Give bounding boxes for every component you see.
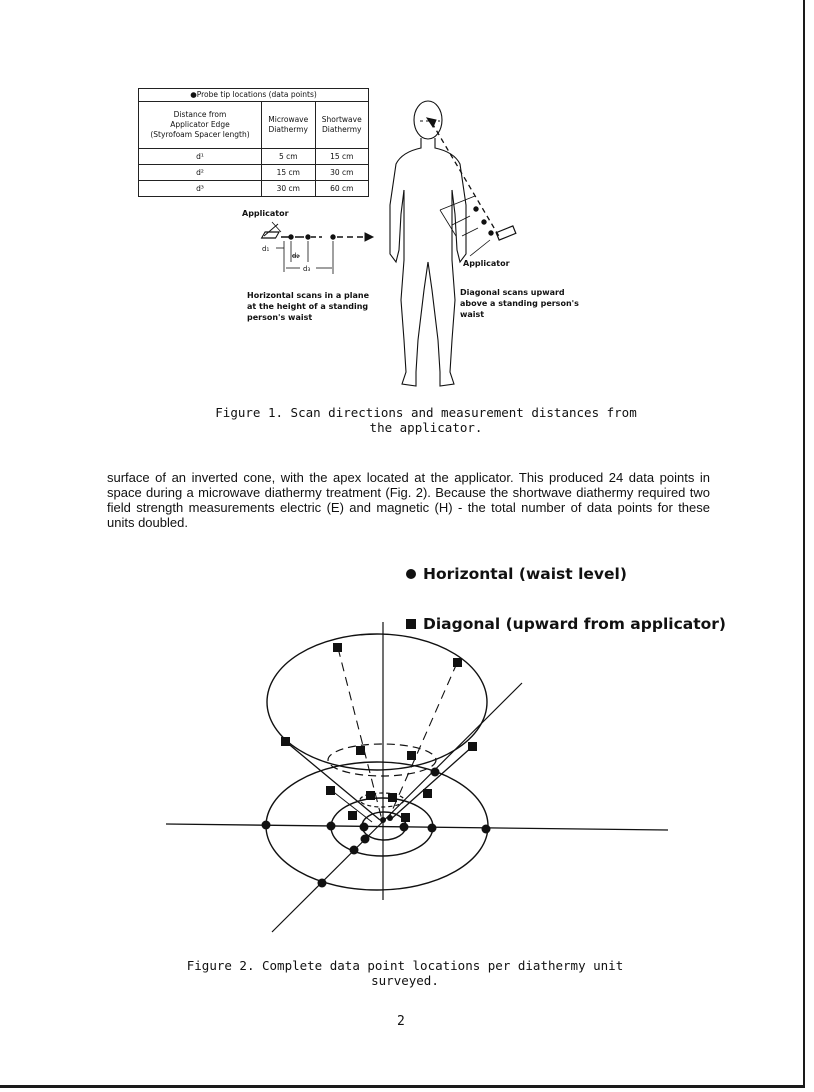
horizontal-point-marker xyxy=(360,823,369,832)
legend-horizontal-label: Horizontal (waist level) xyxy=(423,565,627,583)
figure2-caption-line2: surveyed. xyxy=(371,973,439,988)
horizontal-point-marker xyxy=(327,822,336,831)
row-label: d² xyxy=(139,165,262,181)
horizontal-point-marker xyxy=(262,821,271,830)
body-paragraph: surface of an inverted cone, with the apex located at the applicator. This produced 24 data points in space during a microwave diathermy treatment (Fig. 2). Because the shortwave diathermy required two field strength measurements electric (E) and magnetic (H) - the total number of data points for these units doubled. xyxy=(107,470,710,530)
diagonal-point-marker xyxy=(356,746,365,755)
col-header-shortwave: Shortwave Diathermy xyxy=(315,102,368,149)
table-title: ●Probe tip locations (data points) xyxy=(139,89,369,102)
horizontal-point-marker xyxy=(482,825,491,834)
data-point xyxy=(482,220,486,224)
page-number: 2 xyxy=(397,1014,405,1029)
diagonal-point-marker xyxy=(453,658,462,667)
horizontal-scan-diagram xyxy=(262,222,373,274)
figure2-caption xyxy=(160,958,650,988)
data-point xyxy=(474,207,478,211)
diagonal-point-marker xyxy=(326,786,335,795)
diagonal-point-marker xyxy=(348,811,357,820)
diagonal-point-marker xyxy=(401,813,410,822)
d3-label: d₃ xyxy=(303,265,311,273)
diagonal-point-marker xyxy=(407,751,416,760)
horizontal-point-marker xyxy=(350,846,359,855)
data-point xyxy=(289,235,293,239)
circle-marker-icon xyxy=(406,569,416,579)
diagonal-point-marker xyxy=(423,789,432,798)
horizontal-point-marker xyxy=(318,879,327,888)
diagonal-point-marker xyxy=(333,643,342,652)
d1-label: d₁ xyxy=(262,245,270,253)
horizontal-point-marker xyxy=(400,823,409,832)
col-header-microwave: Microwave Diathermy xyxy=(262,102,316,149)
d2-label: d₂ xyxy=(292,252,300,260)
applicator-apex xyxy=(380,817,386,823)
figure1-caption-line1: Figure 1. Scan directions and measurement distances from xyxy=(215,405,637,420)
upper-cone-rim xyxy=(267,634,487,770)
cone-diagram xyxy=(166,622,668,932)
diagonal-axis-line xyxy=(272,683,522,932)
cell-shortwave: 60 cm xyxy=(315,181,368,197)
applicator-apex xyxy=(387,815,393,821)
arrow-icon xyxy=(427,118,436,127)
figure1-caption xyxy=(190,405,662,435)
cell-microwave: 30 cm xyxy=(262,181,316,197)
figure1-caption-line2: the applicator. xyxy=(369,420,483,435)
figure2-caption-line1: Figure 2. Complete data point locations per diathermy unit xyxy=(186,958,624,973)
legend-diagonal xyxy=(406,615,726,633)
row-label: d³ xyxy=(139,181,262,197)
cell-microwave: 15 cm xyxy=(262,165,316,181)
row-label: d¹ xyxy=(139,149,262,165)
cone-data-points xyxy=(262,643,491,888)
standing-person-figure xyxy=(390,101,466,386)
diagonal-scan-note: Diagonal scans upward above a standing person's waist xyxy=(460,288,579,319)
horizontal-scan-note: Horizontal scans in a plane at the height of a standing person's waist xyxy=(247,291,370,322)
cell-shortwave: 30 cm xyxy=(315,165,368,181)
col-header-distance: Distance from Applicator Edge (Styrofoam Spacer length) xyxy=(139,102,262,149)
horizontal-axis-line xyxy=(166,824,668,830)
horizontal-point-marker xyxy=(361,835,370,844)
horizontal-point-marker xyxy=(428,824,437,833)
diagonal-scan-diagram xyxy=(420,118,516,256)
legend-horizontal xyxy=(406,565,627,583)
diagonal-point-marker xyxy=(281,737,290,746)
diagonal-point-marker xyxy=(366,791,375,800)
applicator-label: Applicator xyxy=(242,209,289,218)
legend-diagonal-label: Diagonal (upward from applicator) xyxy=(423,615,727,633)
diagonal-point-marker xyxy=(468,742,477,751)
applicator-label-right: Applicator xyxy=(463,259,510,268)
data-point xyxy=(489,231,493,235)
square-marker-icon xyxy=(406,619,416,629)
data-point xyxy=(331,235,335,239)
arrow-icon xyxy=(365,233,373,241)
cell-microwave: 5 cm xyxy=(262,149,316,165)
horizontal-point-marker xyxy=(431,768,440,777)
diagonal-point-marker xyxy=(388,793,397,802)
data-point xyxy=(306,235,310,239)
cell-shortwave: 15 cm xyxy=(315,149,368,165)
